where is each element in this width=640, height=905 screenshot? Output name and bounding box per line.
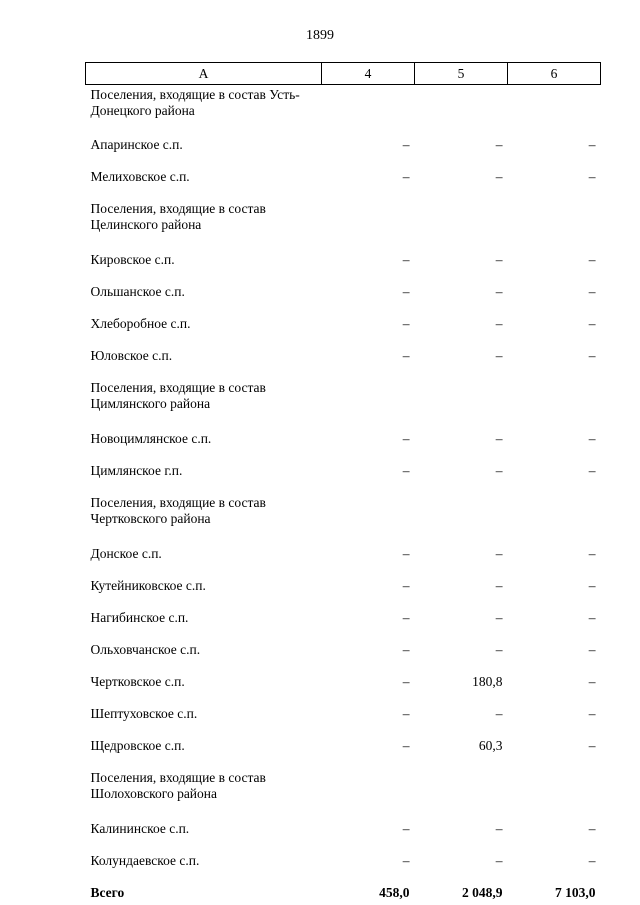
value-cell-4: – [402, 463, 410, 478]
value-cell-4 [322, 492, 415, 543]
value-cell-5: – [495, 578, 503, 593]
row-name-cell: Поселения, входящие в состав Цимлянского района [90, 380, 266, 411]
value-cell-6: – [588, 642, 596, 657]
value-cell-6 [508, 198, 601, 249]
table-row [86, 134, 601, 166]
value-cell-5 [415, 767, 508, 818]
value-cell-6: – [588, 821, 596, 836]
page-number: 1899 [306, 28, 334, 43]
value-cell-5: – [495, 348, 503, 363]
value-cell-5: – [495, 853, 503, 868]
value-cell-6 [508, 767, 601, 818]
value-cell-5 [415, 198, 508, 249]
value-cell-5: 180,8 [472, 674, 503, 689]
value-cell-5: 2 048,9 [462, 885, 503, 900]
value-cell-6: – [588, 431, 596, 446]
row-name-cell: Нагибинское с.п. [90, 610, 189, 625]
value-cell-5 [415, 377, 508, 428]
value-cell-4: – [402, 578, 410, 593]
value-cell-4 [322, 198, 415, 249]
table-row [86, 703, 601, 735]
table-row [86, 345, 601, 377]
row-name-cell: Юловское с.п. [90, 348, 173, 363]
table-row [86, 818, 601, 850]
value-cell-5: – [495, 821, 503, 836]
table-row [86, 607, 601, 639]
value-cell-5: – [495, 252, 503, 267]
value-cell-5: – [495, 316, 503, 331]
value-cell-5: 60,3 [478, 738, 503, 753]
value-cell-6: – [588, 738, 596, 753]
value-cell-6: – [588, 348, 596, 363]
value-cell-6: – [588, 674, 596, 689]
value-cell-4: – [402, 348, 410, 363]
value-cell-4: – [402, 642, 410, 657]
table-body [86, 85, 601, 902]
row-name-cell: Поселения, входящие в состав Чертковского района [90, 495, 266, 526]
row-name-cell: Шептуховское с.п. [90, 706, 198, 721]
value-cell-4: – [402, 431, 410, 446]
value-cell-6: – [588, 706, 596, 721]
value-cell-4: – [402, 610, 410, 625]
row-name-cell: Ольшанское с.п. [90, 284, 185, 299]
section-row [86, 85, 601, 135]
column-header-4: 4 [322, 63, 415, 85]
row-name-cell: Апаринское с.п. [90, 137, 183, 152]
table-row [86, 313, 601, 345]
value-cell-4 [322, 377, 415, 428]
value-cell-4 [322, 85, 415, 135]
value-cell-6: – [588, 578, 596, 593]
row-name-cell: Донское с.п. [90, 546, 162, 561]
section-row [86, 767, 601, 818]
row-name-cell: Мелиховское с.п. [90, 169, 190, 184]
value-cell-5: – [495, 169, 503, 184]
row-name-cell: Чертковское с.п. [90, 674, 185, 689]
value-cell-6: – [588, 463, 596, 478]
row-name-cell: Ольховчанское с.п. [90, 642, 201, 657]
table-row [86, 543, 601, 575]
section-row [86, 198, 601, 249]
value-cell-6: – [588, 284, 596, 299]
value-cell-6: – [588, 610, 596, 625]
value-cell-5 [415, 492, 508, 543]
value-cell-5: – [495, 546, 503, 561]
value-cell-4: – [402, 674, 410, 689]
section-row [86, 492, 601, 543]
value-cell-6: – [588, 546, 596, 561]
table-row [86, 850, 601, 882]
value-cell-4: – [402, 738, 410, 753]
value-cell-5: – [495, 431, 503, 446]
row-name-cell: Цимлянское г.п. [90, 463, 183, 478]
value-cell-4: – [402, 706, 410, 721]
value-cell-4: – [402, 169, 410, 184]
row-name-cell: Кутейниковское с.п. [90, 578, 206, 593]
value-cell-5: – [495, 284, 503, 299]
table-row [86, 428, 601, 460]
row-name-cell: Колундаевское с.п. [90, 853, 200, 868]
value-cell-5: – [495, 706, 503, 721]
value-cell-6 [508, 377, 601, 428]
value-cell-5: – [495, 642, 503, 657]
value-cell-5: – [495, 463, 503, 478]
row-name-cell: Поселения, входящие в состав Шолоховского района [90, 770, 266, 801]
row-name-cell: Всего [90, 885, 125, 900]
value-cell-6 [508, 492, 601, 543]
value-cell-6: – [588, 169, 596, 184]
value-cell-4: – [402, 284, 410, 299]
table-row [86, 639, 601, 671]
value-cell-4: – [402, 546, 410, 561]
value-cell-6: – [588, 316, 596, 331]
table-row [86, 671, 601, 703]
row-name-cell: Новоцимлянское с.п. [90, 431, 212, 446]
value-cell-5: – [495, 137, 503, 152]
table-row [86, 575, 601, 607]
row-name-cell: Щедровское с.п. [90, 738, 185, 753]
value-cell-6: – [588, 137, 596, 152]
table-row [86, 460, 601, 492]
value-cell-4: – [402, 821, 410, 836]
value-cell-5: – [495, 610, 503, 625]
table-row [86, 166, 601, 198]
table-row [86, 249, 601, 281]
value-cell-4: – [402, 252, 410, 267]
value-cell-5 [415, 85, 508, 135]
value-cell-6: – [588, 252, 596, 267]
row-name-cell: Поселения, входящие в состав Целинского района [90, 201, 266, 232]
row-name-cell: Поселения, входящие в состав Усть-Донецкого района [90, 87, 300, 118]
table-row [86, 735, 601, 767]
value-cell-4: – [402, 316, 410, 331]
value-cell-4: 458,0 [379, 885, 410, 900]
column-header-5: 5 [415, 63, 508, 85]
value-cell-4 [322, 767, 415, 818]
row-name-cell: Калининское с.п. [90, 821, 190, 836]
column-header-a: А [86, 63, 322, 85]
section-row [86, 377, 601, 428]
value-cell-6: – [588, 853, 596, 868]
table-row [86, 281, 601, 313]
budget-table [85, 62, 601, 901]
total-row [86, 882, 601, 901]
value-cell-6: 7 103,0 [555, 885, 596, 900]
value-cell-4: – [402, 853, 410, 868]
value-cell-4: – [402, 137, 410, 152]
row-name-cell: Кировское с.п. [90, 252, 175, 267]
row-name-cell: Хлеборобное с.п. [90, 316, 191, 331]
value-cell-6 [508, 85, 601, 135]
table-header [86, 63, 601, 85]
column-header-6: 6 [508, 63, 601, 85]
